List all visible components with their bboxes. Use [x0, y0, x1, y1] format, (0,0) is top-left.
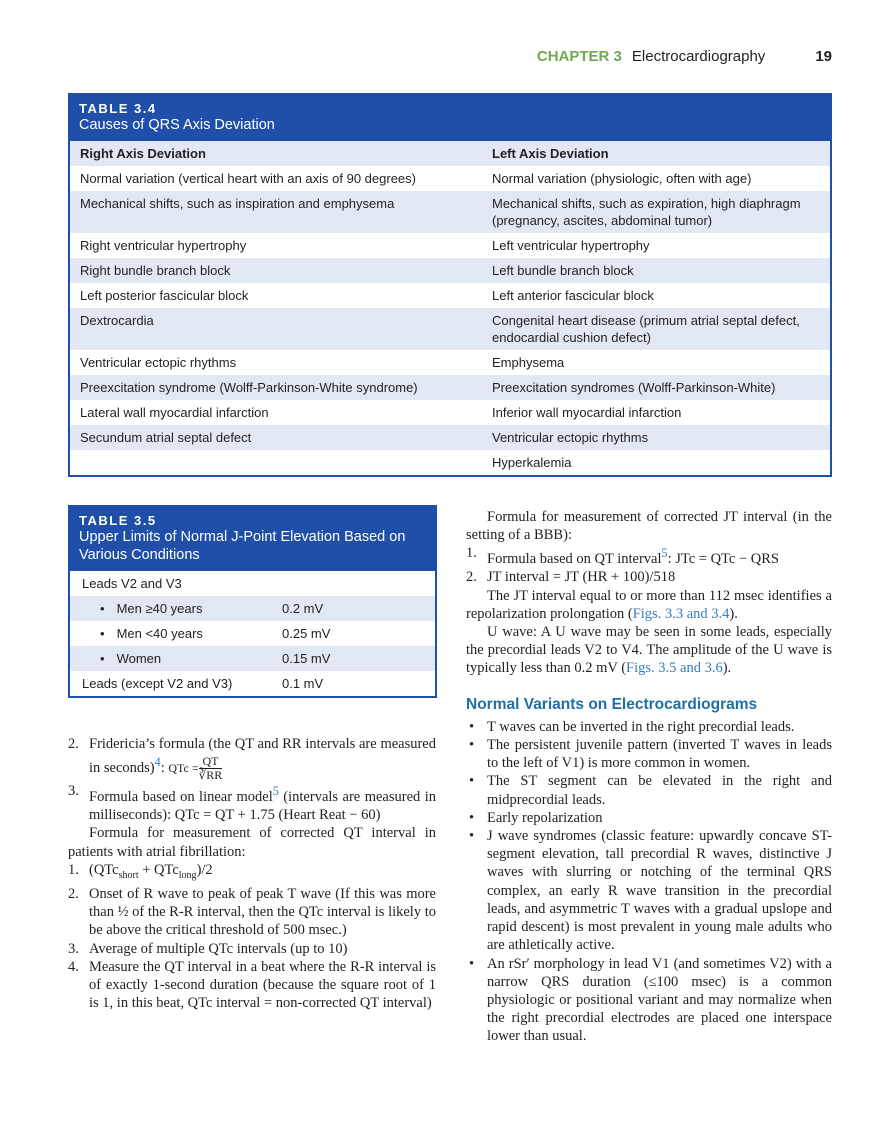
table-3-5-header — [70, 507, 435, 571]
table-3-5 — [68, 505, 437, 698]
normal-variants-list — [466, 718, 832, 1046]
list-item: • Early repolarization — [466, 809, 832, 827]
table-row — [70, 596, 435, 621]
table-row — [70, 283, 830, 308]
table-row — [70, 308, 830, 350]
running-header — [537, 48, 832, 65]
paragraph: The JT interval equal to or more than 112 msec identifies a repolarization prolongation (Figs. 3.3 and 3.4). — [466, 587, 832, 622]
table-row — [70, 400, 830, 425]
table-3-5-body — [70, 571, 435, 696]
table-cell: 0.1 mV — [282, 676, 324, 691]
table-number: TABLE 3.5 — [79, 513, 157, 528]
reference[interactable]: 5 — [272, 784, 279, 799]
table-row — [70, 258, 830, 283]
chapter-label: CHAPTER 3 — [536, 48, 622, 65]
table-cell: • Women — [70, 646, 270, 671]
table-header-row — [70, 141, 830, 166]
table-3-4-header — [70, 95, 830, 141]
list-item: 2. Onset of R wave to peak of peak T wave (If this was more than ½ of the R-R interval, then the QTc interval is likely to be above the critical threshold of 500 msec.) — [68, 885, 436, 939]
list-item: • The ST segment can be elevated in the right and midprecordial leads. — [466, 772, 832, 808]
formula-lhs: QTc = — [168, 761, 199, 776]
table-cell: Leads V2 and V3 — [82, 576, 182, 591]
table-row — [70, 671, 435, 696]
list-item: 2. JT interval = JT (HR + 100)/518 — [466, 569, 676, 586]
table-3-4-body — [70, 141, 830, 475]
table-cell: Normal variation (physiologic, often with age) — [492, 171, 752, 186]
table-cell: Emphysema — [492, 355, 565, 370]
section-heading: Normal Variants on Electrocardiograms — [466, 695, 758, 713]
table-cell: Ventricular ectopic rhythms — [482, 425, 830, 450]
table-cell: Left bundle branch block — [482, 258, 830, 283]
table-cell: Left ventricular hypertrophy — [492, 238, 650, 253]
reference[interactable]: 5 — [661, 546, 668, 561]
table-row — [70, 646, 435, 671]
table-cell: • Men ≥40 years — [70, 596, 270, 621]
table-row — [70, 450, 830, 475]
table-number: TABLE 3.4 — [79, 101, 157, 116]
column-header: Right Axis Deviation — [70, 141, 482, 166]
table-3-4 — [68, 93, 832, 477]
qtc-formula-list — [68, 735, 436, 824]
table-cell: Leads (except V2 and V3) — [82, 676, 233, 691]
jt-formula-list — [466, 544, 832, 586]
table-cell: 0.25 mV — [282, 626, 331, 641]
list-item: 3. Average of multiple QTc intervals (up to 10) — [68, 940, 348, 957]
af-formula-list — [68, 861, 436, 1013]
table-cell: 0.15 mV — [270, 646, 435, 671]
paragraph: Formula for measurement of corrected QT interval in patients with atrial fibrillation: — [68, 825, 436, 860]
table-cell: Left posterior fascicular block — [80, 288, 249, 303]
list-item: 3. Formula based on linear model$^5$ (intervals are measured in milliseconds): QTc = QT + 1.75 (Heart Reat − 60) — [68, 783, 436, 824]
table-cell: Right ventricular hypertrophy — [80, 238, 247, 253]
list-item: • The persistent juvenile pattern (inverted T waves in leads to the left of V1) is more common in women. — [466, 736, 832, 772]
table-row — [70, 191, 830, 233]
table-cell: Normal variation (vertical heart with an axis of 90 degrees) — [80, 171, 416, 186]
table-row — [70, 571, 435, 596]
list-item: • An rSr′ morphology in lead V1 (and sometimes V2) with a narrow QRS duration (≤100 msec) is a common physiologic or positional variant and may normalize when the right precordial electrodes are placed one interspace lower than usual. — [466, 955, 832, 1046]
table-cell: Inferior wall myocardial infarction — [492, 405, 682, 420]
table-caption: Upper Limits of Normal J-Point Elevation Based on Various Conditions — [79, 529, 406, 563]
table-row — [70, 166, 830, 191]
list-item: 4. Measure the QT interval in a beat where the R-R interval is of exactly 1-second duration (because the square root of 1 is 1, in this beat, QTc interval = non-corrected QT interval) — [68, 958, 436, 1012]
table-cell: Hyperkalemia — [492, 455, 572, 470]
page-number: 19 — [815, 48, 832, 65]
table-cell: Mechanical shifts, such as expiration, high diaphragm (pregnancy, ascites, abdominal tumor) — [482, 191, 830, 233]
list-item: 2. Fridericia’s formula (the QT and RR intervals are measured in seconds)$^4$: QTc = $\frac{QT}{∛RR}$ — [68, 736, 436, 783]
table-cell: Ventricular ectopic rhythms — [80, 355, 237, 370]
paragraph: U wave: A U wave may be seen in some leads, especially the precordial leads V2 to V4. The amplitude of the U wave is typically less than 0.2 mV (Figs. 3.5 and 3.6). — [466, 624, 832, 677]
reference[interactable]: 4 — [154, 755, 161, 770]
table-cell: Secundum atrial septal defect — [70, 425, 482, 450]
table-row — [70, 350, 830, 375]
table-cell: Dextrocardia — [70, 308, 482, 350]
table-row — [70, 621, 435, 646]
column-header: Left Axis Deviation — [482, 141, 830, 166]
table-caption: Causes of QRS Axis Deviation — [79, 117, 275, 133]
list-item: 1. Formula based on QT interval$^5$: JTc = QTc − QRS — [466, 545, 779, 568]
chapter-title: Electrocardiography — [631, 48, 766, 65]
table-row — [70, 425, 830, 450]
list-item: • J wave syndromes (classic feature: upwardly concave ST-segment elevation, tall precordial R waves, distinctive J waves with slurring or notching of the terminal QRS complex, an early R wave transition in the precordial leads, and asymmetric T waves with a gradual upslope and rapid descent) is most prevalent in young male adults who are athletically active. — [466, 827, 832, 954]
left-column — [68, 735, 436, 1012]
table-cell: Congenital heart disease (primum atrial septal defect, endocardial cushion defect) — [482, 308, 830, 350]
right-column — [466, 508, 832, 1046]
list-item: 1. (QTc$_{short}$ + QTc$_{long}$)/2 — [68, 861, 213, 881]
table-cell: Preexcitation syndromes (Wolff-Parkinson-White) — [482, 375, 830, 400]
table-cell: • Men <40 years — [70, 621, 270, 646]
table-cell: Preexcitation syndrome (Wolff-Parkinson-White syndrome) — [70, 375, 482, 400]
list-item: • T waves can be inverted in the right precordial leads. — [466, 718, 832, 736]
figure-link[interactable]: Figs. 3.5 and 3.6 — [626, 660, 723, 677]
formula-fraction: $\frac{QT}{∛RR}$ — [198, 754, 223, 783]
table-cell: Mechanical shifts, such as inspiration and emphysema — [70, 191, 482, 233]
paragraph: Formula for measurement of corrected JT interval (in the setting of a BBB): — [466, 509, 832, 544]
table-row — [70, 375, 830, 400]
table-cell — [70, 450, 482, 475]
figure-link[interactable]: Figs. 3.3 and 3.4 — [632, 605, 730, 622]
table-cell: Left anterior fascicular block — [492, 288, 654, 303]
table-cell: 0.2 mV — [270, 596, 435, 621]
table-row — [70, 233, 830, 258]
table-cell: Right bundle branch block — [70, 258, 482, 283]
table-cell: Lateral wall myocardial infarction — [80, 405, 269, 420]
